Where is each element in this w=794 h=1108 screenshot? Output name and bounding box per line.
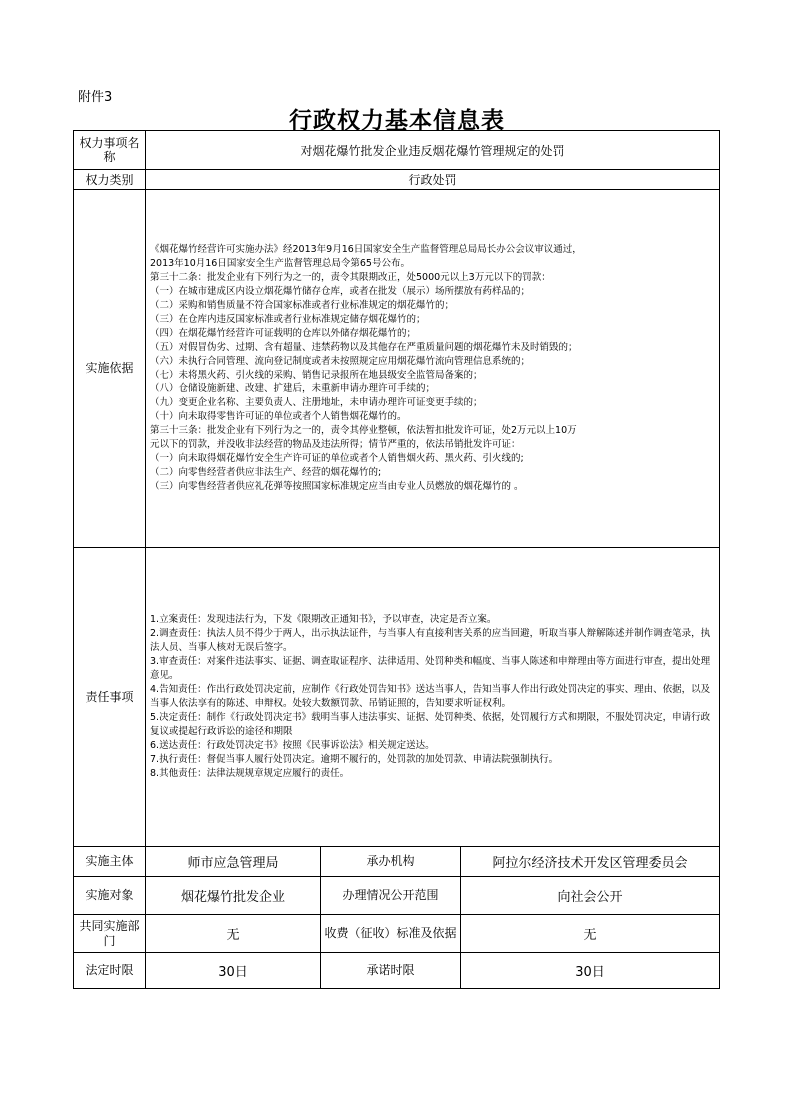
table-row [74,847,720,877]
type-value: 行政处罚 [146,170,720,190]
responsibility-line: 3.审查责任：对案件违法事实、证据、调查取证程序、法律适用、处罚种类和幅度、当事人陈述和申辩理由等方面进行审查，提出处理意见。 [150,656,711,681]
basis-line: （一）在城市建成区内设立烟花爆竹储存仓库，或者在批发（展示）场所摆放有药样品的； [150,286,531,298]
responsibility-line: 1.立案责任：发现违法行为，下发《限期改正通知书》，予以审查，决定是否立案。 [150,614,497,625]
target-value: 烟花爆竹批发企业 [146,877,321,915]
basis-line: （十）向未取得零售许可证的单位或者个人销售烟花爆竹的。 [150,411,407,423]
table-row [74,915,720,953]
table-row [74,877,720,915]
name-label: 权力事项名称 [74,131,146,170]
responsibility-line: 5.决定责任：制作《行政处罚决定书》载明当事人违法事实、证据、处罚种类、依据，处罚履行方式和期限，不服处罚决定，申请行政复议或提起行政诉讼的途径和期限 [150,712,711,737]
responsibility-line: 6.送达责任：行政处罚决定书》按照《民事诉讼法》相关规定送达。 [150,740,435,751]
joint-value: 无 [146,915,321,953]
attachment-label: 附件3 [78,90,113,105]
basis-line: （二）向零售经营者供应非法生产、经营的烟花爆竹的; [150,466,382,478]
table-row [74,190,720,548]
legal-time-value: 30日 [146,953,321,989]
responsibility-line: 7.执行责任：督促当事人履行处罚决定。逾期不履行的，处罚款的加处罚款、申请法院强制执行。 [150,754,559,765]
basis-line: （九）变更企业名称、主要负责人、注册地址，未申请办理许可证变更手续的； [150,397,483,409]
legal-time-label: 法定时限 [74,953,146,989]
responsibility-content [146,548,720,847]
responsibility-line: 8.其他责任：法律法规规章规定应履行的责任。 [150,768,350,779]
basis-line: （六）未执行合同管理、流向登记制度或者未按照规定应用烟花爆竹流向管理信息系统的； [150,355,531,367]
info-table [73,130,720,989]
basis-line: （八）仓储设施新建、改建、扩建后，未重新申请办理许可手续的； [150,383,436,395]
responsibility-line: 2.调查责任：执法人员不得少于两人，出示执法证件，与当事人有直接利害关系的应当回避，听取当事人辩解陈述并制作调查笔录，执法人员、当事人核对无误后签字。 [150,628,711,653]
type-label: 权力类别 [74,170,146,190]
basis-line: 《烟花爆竹经营许可实施办法》经2013年9月16日国家安全生产监督管理总局局长办公会议审议通过， [150,244,582,256]
basis-line: 第三十三条：批发企业有下列行为之一的，责令其停业整顿，依法暂扣批发许可证，处2万元以上10万 [150,425,577,437]
responsibility-label: 责任事项 [74,548,146,847]
basis-line: （四）在烟花爆竹经营许可证载明的仓库以外储存烟花爆竹的； [150,327,417,339]
agency-label: 承办机构 [321,847,461,877]
basis-line: （三）在仓库内违反国家标准或者行业标准规定储存烟花爆竹的； [150,313,426,325]
basis-line: （七）未将黑火药、引火线的采购、销售记录报所在地县级安全监管局备案的； [150,369,483,381]
responsibility-line: 4.告知责任：作出行政处罚决定前，应制作《行政处罚告知书》送达当事人，告知当事人作出行政处罚决定的事实、理由、依据，以及当事人依法享有的陈述、申辩权。处较大数额罚款、吊销证照的，告知要求听证权利。 [150,684,711,709]
fee-value: 无 [461,915,720,953]
subject-value: 师市应急管理局 [146,847,321,877]
joint-label: 共同实施部门 [74,915,146,953]
table-row [74,953,720,989]
subject-label: 实施主体 [74,847,146,877]
document-title: 行政权力基本信息表 [289,107,505,134]
agency-value: 阿拉尔经济技术开发区管理委员会 [461,847,720,877]
basis-line: 第三十二条：批发企业有下列行为之一的，责令其限期改正，处5000元以上3万元以下的罚款： [150,272,551,284]
disclosure-value: 向社会公开 [461,877,720,915]
basis-label: 实施依据 [74,190,146,548]
basis-line: （二）采购和销售质量不符合国家标准或者行业标准规定的烟花爆竹的； [150,299,455,311]
basis-line: 2013年10月16日国家安全生产监督管理总局令第65号公布。 [150,258,410,270]
basis-line: 元以下的罚款，并没收非法经营的物品及违法所得；情节严重的，依法吊销批发许可证： [150,439,521,451]
target-label: 实施对象 [74,877,146,915]
fee-label: 收费（征收）标准及依据 [321,915,461,953]
table-row [74,170,720,190]
name-value: 对烟花爆竹批发企业违反烟花爆竹管理规定的处罚 [146,131,720,170]
table-row [74,131,720,170]
basis-content [146,190,720,548]
disclosure-label: 办理情况公开范围 [321,877,461,915]
basis-line: （三）向零售经营者供应礼花弹等按照国家标准规定应当由专业人员燃放的烟花爆竹的 。 [150,480,524,492]
basis-line: （五）对假冒伪劣、过期、含有超量、违禁药物以及其他存在严重质量问题的烟花爆竹未及时销毁的； [150,341,578,353]
basis-line: （一）向未取得烟花爆竹安全生产许可证的单位或者个人销售烟火药、黑火药、引火线的; [150,452,524,464]
table-row [74,548,720,847]
promise-time-label: 承诺时限 [321,953,461,989]
promise-time-value: 30日 [461,953,720,989]
